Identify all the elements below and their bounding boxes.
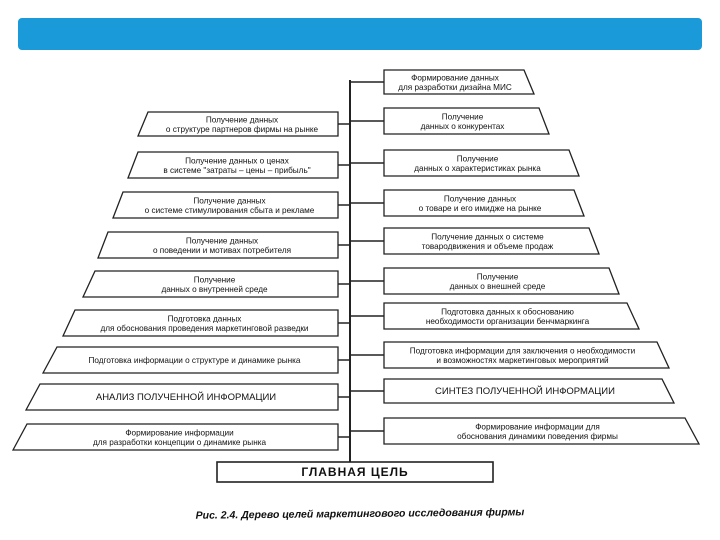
left-box-9-text: для разработки концепции о динамике рынка	[92, 437, 267, 447]
left-box-2-text: Получение данных о ценах	[185, 156, 289, 166]
right-box-4-text: о товаре и его имидже на рынке	[418, 203, 542, 213]
right-box-5-text: Получение данных о системе	[431, 232, 544, 242]
left-box-2-text: в системе "затраты – цены – прибыль"	[163, 165, 311, 175]
right-box-7-text: необходимости организации бенчмаркинга	[425, 316, 590, 326]
left-box-3-text: Получение данных	[193, 196, 266, 206]
right-box-8-text: Подготовка информации для заключения о необходимости	[409, 346, 636, 356]
left-box-5-text: Получение	[193, 275, 236, 285]
left-box-1-text: Получение данных	[205, 115, 279, 125]
right-box-9-text: СИНТЕЗ ПОЛУЧЕННОЙ ИНФОРМАЦИИ	[435, 386, 615, 397]
left-box-6-text: Подготовка данных	[167, 314, 242, 324]
right-box-6-text: данных о внешней среде	[449, 281, 546, 291]
left-box-4-text: Получение данных	[185, 236, 259, 246]
left-box-7-text: Подготовка информации о структуре и динамике рынка	[88, 356, 301, 365]
right-box-1-text: для разработки дизайна МИС	[398, 82, 512, 92]
left-box-6-text: для обоснования проведения маркетинговой разведки	[100, 323, 309, 333]
main-goal-text: ГЛАВНАЯ ЦЕЛЬ	[301, 465, 409, 479]
figure-caption: Рис. 2.4. Дерево целей маркетингового исследования фирмы	[195, 506, 525, 522]
right-box-4-text: Получение данных	[443, 194, 517, 204]
left-box-5-text: данных о внутренней среде	[161, 284, 268, 294]
left-box-4-text: о поведении и мотивах потребителя	[152, 245, 292, 255]
right-box-5-text: товародвижения и объеме продаж	[421, 241, 554, 251]
right-box-3-text: Получение	[456, 154, 499, 164]
left-box-3-text: о системе стимулирования сбыта и рекламе	[144, 205, 315, 215]
right-box-7-text: Подготовка данных к обоснованию	[441, 307, 574, 317]
right-box-6-text: Получение	[476, 272, 519, 282]
right-box-1-text: Формирование данных	[411, 73, 499, 83]
right-box-10-text: Формирование информации для	[475, 422, 600, 432]
right-box-2-text: данных о конкурентах	[420, 121, 505, 131]
left-box-1-text: о структуре партнеров фирмы на рынке	[165, 124, 319, 134]
right-box-8-text: и возможностях маркетинговых мероприятий	[436, 355, 609, 365]
left-box-8-text: АНАЛИЗ ПОЛУЧЕННОЙ ИНФОРМАЦИИ	[95, 392, 277, 403]
right-box-3-text: данных о характеристиках рынка	[414, 163, 541, 173]
right-box-2-text: Получение	[441, 112, 484, 122]
right-box-10-text: обоснования динамики поведения фирмы	[457, 431, 618, 441]
left-box-9-text: Формирование информации	[125, 428, 234, 438]
